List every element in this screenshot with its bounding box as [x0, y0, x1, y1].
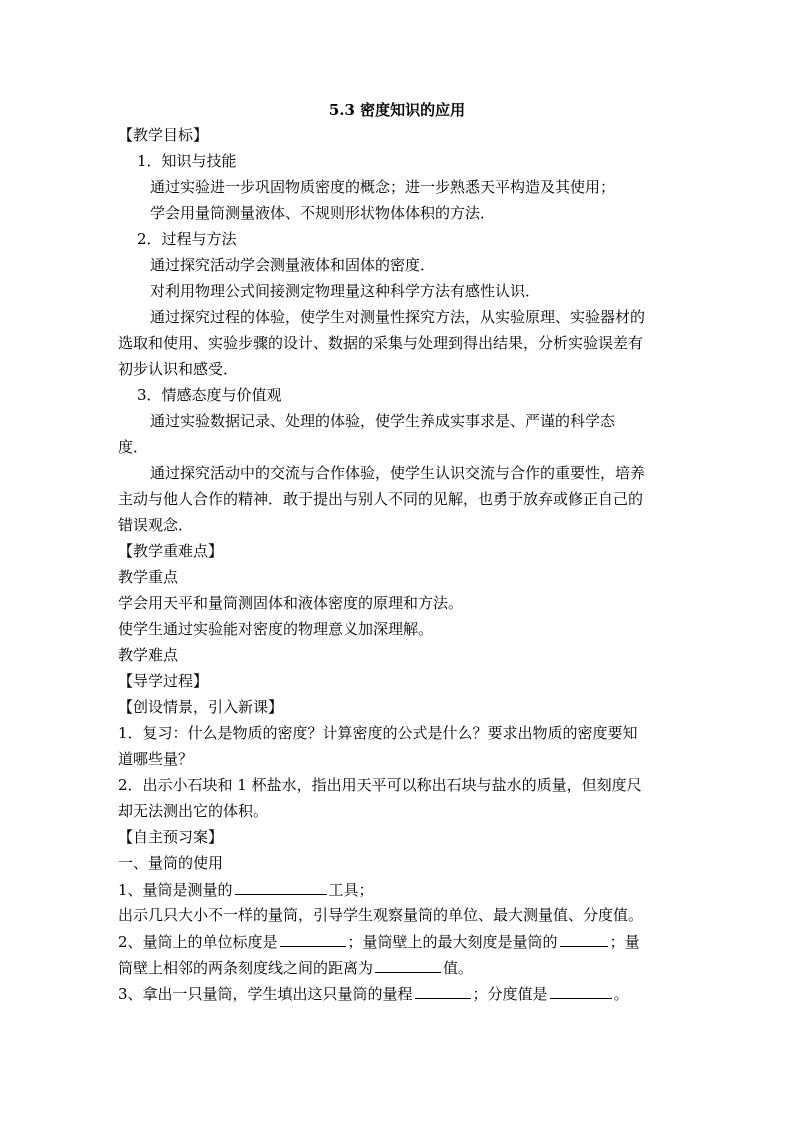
text-line: 对利用物理公式间接测定物理量这种科学方法有感性认识．	[150, 282, 541, 300]
question-3-mid: ；分度值是	[472, 985, 548, 1003]
answer-blank[interactable]	[560, 932, 608, 947]
text-line: 错误观念．	[118, 516, 194, 534]
text-line: 主动与他人合作的精神．敢于提出与别人不同的见解，也勇于放弃或修正自己的	[118, 490, 644, 508]
text-line: 度．	[118, 438, 149, 456]
question-1	[118, 880, 374, 899]
answer-blank[interactable]	[415, 984, 471, 999]
subheading-attitudes-values: 3．情感态度与价值观	[137, 386, 282, 404]
subheading-process-method: 2．过程与方法	[137, 230, 237, 248]
text-line: 1．复习：什么是物质的密度？计算密度的公式是什么？要求出物质的密度要知	[118, 724, 638, 742]
text-line: 通过实验进一步巩固物质密度的概念；进一步熟悉天平构造及其使用；	[150, 178, 616, 196]
text-line: 学会用天平和量筒测固体和液体密度的原理和方法。	[118, 594, 464, 612]
subheading-knowledge-skills: 1．知识与技能	[137, 152, 237, 170]
text-line: 学会用量筒测量液体、不规则形状物体体积的方法．	[150, 204, 496, 222]
text-line: 道哪些量？	[118, 750, 194, 768]
subheading-cylinder-use: 一、量筒的使用	[118, 854, 224, 872]
question-2-mid: ；量筒壁上的最大刻度是量筒的	[347, 933, 558, 951]
section-heading-scenario: 【创设情景，引入新课】	[118, 698, 284, 716]
question-2	[118, 932, 640, 951]
question-3-prefix: 3、拿出一只量筒，学生填出这只量筒的量程	[118, 985, 413, 1003]
question-2b-prefix: 筒壁上相邻的两条刻度线之间的距离为	[118, 959, 374, 977]
text-line: 教学重点	[118, 568, 179, 586]
answer-blank[interactable]	[375, 958, 441, 973]
question-2-prefix: 2、量筒上的单位标度是	[118, 933, 278, 951]
question-1-prefix: 1、量筒是测量的	[118, 881, 233, 899]
text-line: 初步认识和感受．	[118, 360, 239, 378]
question-3-end: 。	[613, 985, 629, 1003]
question-3	[118, 984, 629, 1003]
text-line: 通过实验数据记录、处理的体验，使学生养成实事求是、严谨的科学态	[150, 412, 616, 430]
text-line: 教学难点	[118, 646, 179, 664]
question-1-suffix: 工具；	[328, 881, 374, 899]
question-2b-suffix: 值。	[443, 959, 474, 977]
text-line: 通过探究活动学会测量液体和固体的密度．	[150, 256, 436, 274]
text-line: 通过探究活动中的交流与合作体验，使学生认识交流与合作的重要性，培养	[150, 464, 646, 482]
answer-blank[interactable]	[235, 880, 327, 895]
section-heading-preview: 【自主预习案】	[118, 828, 224, 846]
text-line: 使学生通过实验能对密度的物理意义加深理解。	[118, 620, 434, 638]
question-2-end: ；量	[609, 933, 640, 951]
question-2-continued	[118, 958, 473, 977]
text-line: 选取和使用、实验步骤的设计、数据的采集与处理到得出结果，分析实验误差有	[118, 334, 644, 352]
text-line: 通过探究过程的体验，使学生对测量性探究方法，从实验原理、实验器材的	[150, 308, 646, 326]
section-heading-process: 【导学过程】	[118, 672, 209, 690]
page-title: 5.3 密度知识的应用	[328, 101, 466, 119]
answer-blank[interactable]	[280, 932, 346, 947]
text-line: 却无法测出它的体积。	[118, 802, 269, 820]
section-heading-key-points: 【教学重难点】	[118, 542, 224, 560]
section-heading-objectives: 【教学目标】	[118, 126, 209, 144]
answer-blank[interactable]	[550, 984, 612, 999]
text-line: 出示几只大小不一样的量筒，引导学生观察量筒的单位、最大测量值、分度值。	[118, 906, 644, 924]
text-line: 2．出示小石块和 1 杯盐水，指出用天平可以称出石块与盐水的质量，但刻度尺	[118, 776, 642, 794]
